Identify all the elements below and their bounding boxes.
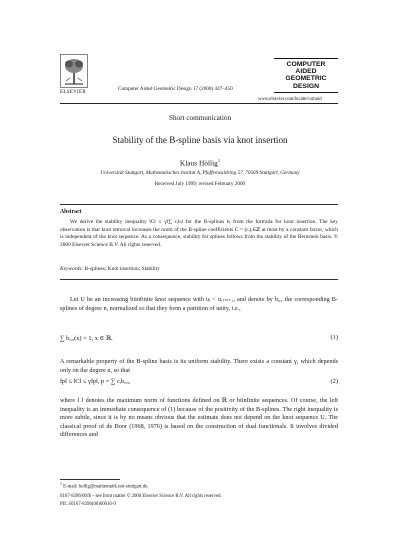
author-name: Klaus Höllig bbox=[179, 158, 218, 168]
footnote-mark: 1 bbox=[60, 482, 62, 486]
equation-number: (1) bbox=[330, 334, 338, 341]
brand-line: AIDED bbox=[295, 68, 317, 76]
elsevier-tree-logo-icon bbox=[60, 54, 88, 88]
header-divider bbox=[60, 103, 338, 104]
body-paragraph: A remarkable property of the B-spline basis is its uniform stability. There exists a constant γ, which depends only on the degree n, so that bbox=[60, 358, 338, 374]
copyright-line: 0167-8396/00/$ – see front matter © 2000 Elsevier Science B.V. All rights reserved. bbox=[60, 494, 222, 499]
received-dates: Received July 1999; revised February 2000 bbox=[154, 181, 246, 187]
journal-brand-block bbox=[274, 58, 338, 93]
keywords bbox=[60, 266, 338, 272]
keywords-label: Keywords: bbox=[60, 266, 84, 272]
keywords-list: B-splines; Knot insertion; Stability bbox=[84, 266, 160, 272]
article-author bbox=[0, 158, 400, 167]
brand-line: GEOMETRIC bbox=[285, 75, 327, 83]
brand-line: DESIGN bbox=[292, 82, 320, 90]
article-title: Stability of the B-spline basis via knot insertion bbox=[112, 135, 288, 145]
brand-line: COMPUTER bbox=[286, 61, 326, 68]
body-paragraph: where ‖ ‖ denotes the maximum norm of functions defined on ℝ or biinfinite sequences. Of course, the left inequality is an immediate consequence of (1) because of the positivity of the B-splines. The right inequality is more subtle, since it is by no means obvious that the estimate does not depend on the knot sequence U. The classical proof of de Boor (1968, 1976) is based on the construction of dual functionals. It involves divided differences and bbox=[60, 397, 338, 439]
equation-formula: ∑ bᵢ,ᵤ(x) = 1, x ∈ ℝ. bbox=[60, 335, 113, 342]
equation-formula: ‖p‖ ≤ ‖C‖ ≤ γ‖p‖, p = ∑ cᵢbᵢ,ᵤ, bbox=[60, 378, 131, 385]
abstract-top-divider bbox=[60, 204, 338, 205]
abstract-text: We derive the stability inequality ‖C‖ ≤ γ‖∑ cᵢbᵢ‖ for the B-splines bᵢ from the formula for knot insertion. The key observation is that knot removal increases the norm of the B-spline coefficients C = (cᵢ)ᵢ∈ℤ at most by a constant factor, which is independent of the knot sequence. As a consequence, stability for splines follows from the stability of the Bernstein basis. © 2000 Elsevier Science B.V. All rights reserved. bbox=[60, 219, 338, 248]
equation-number: (2) bbox=[330, 378, 338, 385]
abstract-heading: Abstract bbox=[60, 209, 82, 215]
journal-url[interactable]: www.elsevier.com/locate/comaid bbox=[258, 97, 322, 102]
article-category: Short communication bbox=[168, 114, 232, 122]
publisher-name: ELSEVIER bbox=[60, 90, 87, 95]
footnote-email[interactable]: E-mail: hollig@mathematik.uni-stuttgart.de. bbox=[63, 484, 149, 490]
author-affiliation: Universität Stuttgart, Mathematisches Institut A, Pfaffenwaldring 57, 70569 Stuttgart, Germany bbox=[100, 170, 300, 176]
footnote bbox=[60, 482, 149, 490]
body-paragraph: Let U be an increasing biinfinite knot sequence with uᵢ < uᵢ₊ₙ₊₁, and denote by bᵢ,ᵤ the corresponding B-splines of degree n, normalized so that they form a partition of unity, i.e., bbox=[60, 296, 338, 312]
abstract-bottom-divider bbox=[60, 279, 338, 280]
footnote-divider bbox=[60, 479, 120, 480]
journal-citation: Computer Aided Geometric Design 17 (2000) 447–450 bbox=[118, 86, 233, 92]
pii-identifier: PII: S0167-8396(00)00016-9 bbox=[60, 502, 116, 507]
author-footnote-mark: 1 bbox=[217, 158, 221, 163]
